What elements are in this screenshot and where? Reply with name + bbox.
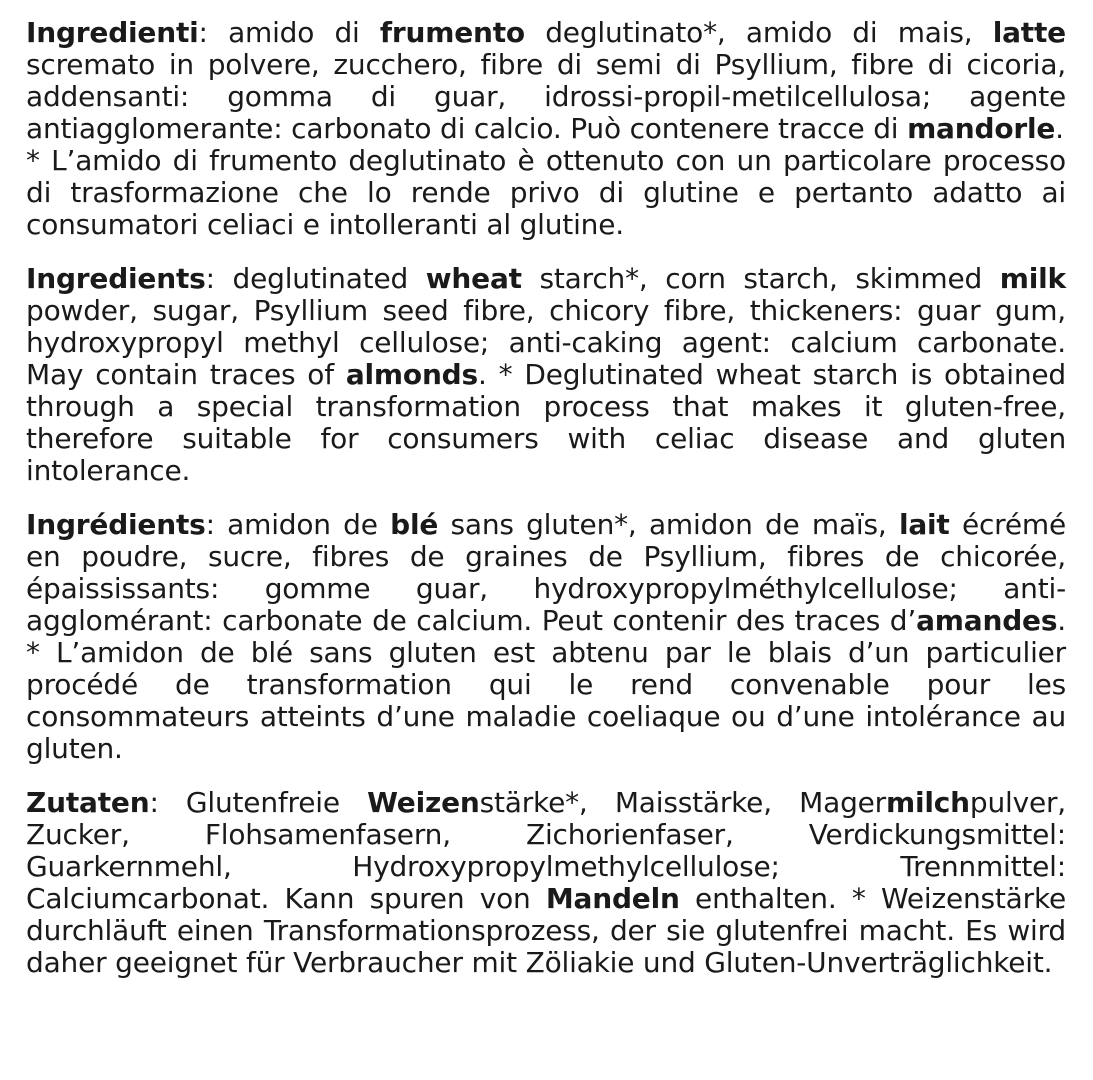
allergen-almonds: almonds [345,358,478,391]
allergen-mandorle: mandorle [907,112,1056,145]
text-run: starch*, corn starch, skimmed [521,262,1000,295]
allergen-ble: blé [390,508,439,541]
text-run: : deglutinated [205,262,426,295]
section-title-german: Zutaten [26,786,150,819]
text-run: pulver, Zucker, Flohsamenfasern, Zichorienfaser, Verdickungsmittel: Guarkernmehl, Hydroxypropylmethylcellulose; Trennmittel: Calciumcarbonat. Kann spuren von [26,786,1066,915]
allergen-wheat: wheat [425,262,522,295]
text-run: stärke*, Maisstärke, Mager [479,786,886,819]
ingredients-english-text [26,263,1066,487]
text-run: . * Deglutinated wheat starch is obtained through a special transformation process that makes it gluten-free, therefore suitable for consumers with celiac disease and gluten intolerance. [26,358,1066,487]
text-run: : amidon de [205,508,391,541]
ingredients-english [26,263,1066,487]
text-run: sans gluten*, amidon de maïs, [438,508,899,541]
ingredients-french [26,509,1066,765]
allergen-milk: milk [999,262,1066,295]
text-run: . [1055,112,1064,145]
ingredients-italian [26,17,1066,241]
allergen-latte: latte [992,16,1066,49]
section-title-english: Ingredients [26,262,206,295]
text-run: powder, sugar, Psyllium seed fibre, chicory fibre, thickeners: guar gum, hydroxypropyl methyl cellulose; anti-caking agent: calcium carbonate. May contain traces of [26,294,1066,391]
ingredients-german [26,787,1066,979]
allergen-amandes: amandes [916,604,1058,637]
text-run: : Glutenfreie [149,786,368,819]
text-run: . * L’amidon de blé sans gluten est abtenu par le blais d’un particulier procédé de transformation qui le rend convenable pour les consommateurs atteints d’une maladie coeliaque ou d’une intolérance au gluten. [26,604,1066,765]
ingredients-french-text [26,509,1066,765]
text-run: deglutinato*, amido di mais, [524,16,993,49]
text-run: scremato in polvere, zucchero, fibre di semi di Psyllium, fibre di cicoria, addensanti: gomma di guar, idrossi-propil-metilcellulosa; agente antiagglomerante: carbonato di calcio. Può contenere tracce di [26,48,1066,145]
ingredients-label [26,17,1066,1001]
ingredients-german-text [26,787,1066,979]
text-run: enthalten. * Weizenstärke durchläuft einen Transformationsprozess, der sie glutenfrei macht. Es wird daher geeignet für Verbraucher mit Zöliakie und Gluten-Unverträglichkeit. [26,882,1066,979]
text-run: : amido di [198,16,380,49]
section-title-italian: Ingredienti [26,16,199,49]
allergen-weizen: Weizen [367,786,480,819]
allergen-milch: milch [885,786,970,819]
text-run: écrémé en poudre, sucre, fibres de graines de Psyllium, fibres de chicorée, épaississants: gomme guar, hydroxypropylméthylcellulose; anti-agglomérant: carbonate de calcium. Peut contenir des traces d’ [26,508,1067,637]
section-title-french: Ingrédients [26,508,206,541]
allergen-frumento: frumento [379,16,525,49]
ingredients-italian-text [26,17,1066,145]
allergen-lait: lait [898,508,950,541]
ingredients-italian-note: * L’amido di frumento deglutinato è ottenuto con un particolare processo di trasformazione che lo rende privo di glutine e pertanto adatto ai consumatori celiaci e intolleranti al glutine. [26,144,1066,241]
allergen-mandeln: Mandeln [545,882,680,915]
